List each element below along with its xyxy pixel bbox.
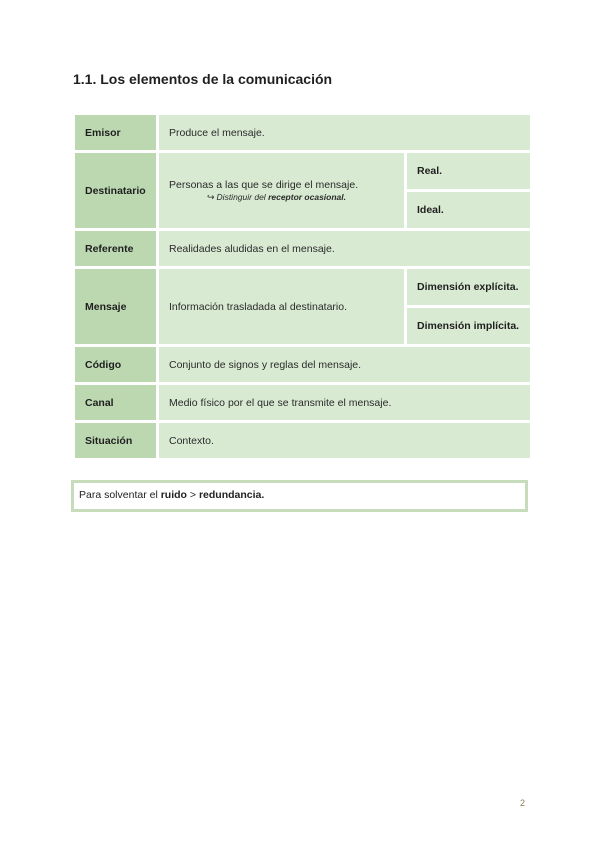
callout-prefix: Para solventar el [79, 489, 161, 501]
row-label-emisor: Emisor [75, 115, 156, 150]
row-label-codigo: Código [75, 347, 156, 382]
note-text-bold: receptor ocasional [268, 191, 344, 202]
table-row-canal [75, 385, 530, 420]
callout-box [71, 480, 528, 512]
row-label-mensaje: Mensaje [75, 269, 156, 344]
row-desc-destinatario [159, 153, 404, 228]
destinatario-type-ideal: Ideal. [407, 192, 530, 228]
callout-term-redundancia: redundancia. [198, 489, 265, 501]
table-row-mensaje [75, 269, 530, 305]
destinatario-desc-text: Personas a las que se dirige el mensaje. [169, 178, 359, 191]
communication-elements-table [72, 112, 533, 461]
row-label-canal: Canal [75, 385, 156, 420]
section-heading: 1.1. Los elementos de la comunicación [73, 71, 333, 87]
table-row-referente [75, 231, 530, 266]
row-desc-codigo: Conjunto de signos y reglas del mensaje. [159, 347, 530, 382]
row-label-referente: Referente [75, 231, 156, 266]
note-text-post: . [343, 191, 347, 202]
row-desc-mensaje: Información trasladada al destinatario. [159, 269, 404, 344]
mensaje-dimension-implicita: Dimensión implícita. [407, 308, 530, 344]
row-desc-situacion: Contexto. [159, 423, 530, 458]
row-desc-canal: Medio físico por el que se transmite el mensaje. [159, 385, 530, 420]
row-label-destinatario: Destinatario [75, 153, 156, 228]
destinatario-note [169, 192, 404, 203]
return-arrow-icon: ↪ [207, 191, 215, 202]
table-row-codigo [75, 347, 530, 382]
callout-term-ruido: ruido [160, 489, 187, 501]
destinatario-type-real: Real. [407, 153, 530, 189]
row-desc-emisor: Produce el mensaje. [159, 115, 530, 150]
note-text-pre: Distinguir del [216, 191, 266, 202]
mensaje-dimension-explicita: Dimensión explícita. [407, 269, 530, 305]
row-desc-referente: Realidades aludidas en el mensaje. [159, 231, 530, 266]
table-row-emisor [75, 115, 530, 150]
table-row-situacion [75, 423, 530, 458]
callout-separator: > [186, 489, 199, 501]
page-number: 2 [520, 798, 526, 808]
table-row-destinatario [75, 153, 530, 189]
row-label-situacion: Situación [75, 423, 156, 458]
